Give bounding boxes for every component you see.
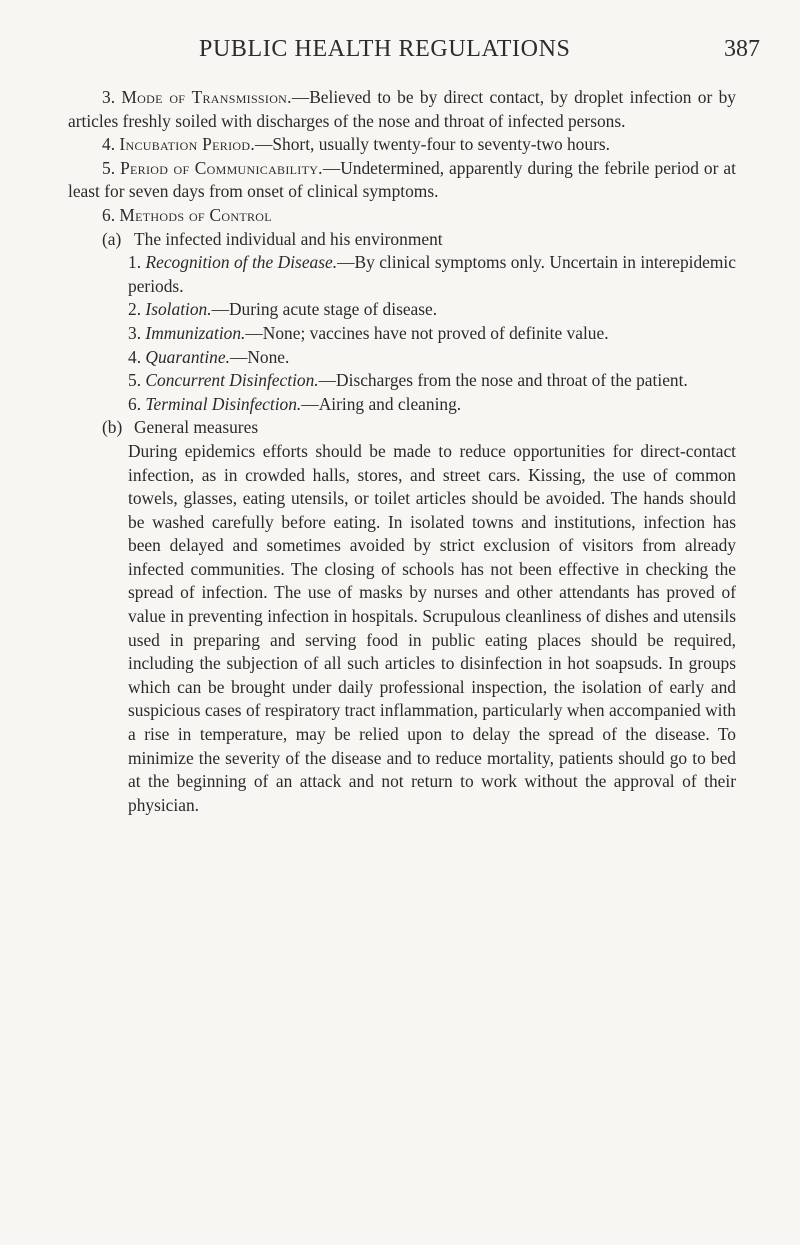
page-body — [68, 86, 736, 817]
page-header — [66, 36, 760, 76]
section-mode-of-transmission — [68, 86, 736, 133]
subsection-label: (a) — [102, 228, 122, 249]
item-title: Concurrent Disinfection. — [145, 370, 319, 391]
page-number: 387 — [724, 36, 760, 62]
item-title: Immunization. — [145, 322, 246, 343]
section-text: —Believed to be by direct contact, by droplet infection or by articles freshly soiled with discharges of the nose and throat of infected persons. — [68, 87, 736, 131]
item-number: 5. — [128, 370, 142, 391]
item-text: —None. — [229, 346, 290, 367]
item-text: —None; vaccines have not proved of definite value. — [245, 322, 609, 343]
list-item — [128, 298, 736, 322]
list-item — [128, 369, 736, 393]
subsection-title: General measures — [134, 417, 259, 438]
general-measures-paragraph: During epidemics efforts should be made to reduce opportunities for direct-contact infection, as in crowded halls, stores, and street cars. Kissing, the use of common towels, glasses, eating utensils, or toilet articles should be avoided. The hands should be washed carefully before eating. In isolated towns and institutions, infection has been delayed and sometimes avoided by strict exclusion of visitors from already infected communities. The closing of schools has not been effective in checking the spread of infection. The use of masks by nurses and other attendants has proved of value in preventing infection in hospitals. Scrupulous cleanliness of dishes and utensils used in preparing and serving food in public eating places should be required, including the subjection of all such articles to disinfection in hot soapsuds. In groups which can be brought under daily professional inspection, the isolation of early and suspicious cases of respiratory tract inflammation, particularly when accompanied with a rise in temperature, may be relied upon to delay the spread of the disease. To minimize the severity of the disease and to reduce mortality, patients should go to bed at the beginning of an attack and not return to work without the approval of their physician. — [128, 440, 736, 815]
subsection-title: The infected individual and his environment — [134, 228, 443, 249]
item-number: 6. — [128, 393, 142, 414]
section-period-of-communicability — [68, 157, 736, 204]
section-number: 3. — [102, 87, 116, 107]
item-number: 1. — [128, 252, 142, 273]
section-methods-of-control — [68, 204, 736, 228]
item-title: Quarantine. — [145, 346, 230, 367]
section-heading: Incubation Period. — [119, 134, 255, 155]
section-text: —Undetermined, apparently during the febrile period or at least for seven days from onset of clinical symptoms. — [68, 157, 736, 202]
item-title: Recognition of the Disease. — [145, 252, 338, 273]
section-heading: Methods of Control — [119, 204, 272, 225]
section-heading: Period of Communicability. — [120, 157, 323, 178]
item-number: 3. — [128, 322, 142, 343]
item-title: Terminal Disinfection. — [145, 393, 302, 414]
section-number: 5. — [102, 157, 116, 178]
list-item — [128, 393, 736, 417]
item-number: 2. — [128, 299, 142, 320]
running-head: PUBLIC HEALTH REGULATIONS — [199, 36, 571, 62]
item-text: —Discharges from the nose and throat of the patient. — [318, 370, 688, 391]
section-text: —Short, usually twenty-four to seventy-two hours. — [254, 134, 610, 155]
section-heading: Mode of Transmission. — [121, 87, 292, 107]
subsection-label: (b) — [102, 417, 123, 438]
item-text: —By clinical symptoms only. Uncertain in interepidemic periods. — [128, 252, 736, 296]
list-item — [128, 322, 736, 346]
section-incubation-period — [68, 133, 736, 157]
list-item — [128, 251, 736, 298]
section-number: 4. — [102, 134, 116, 155]
item-number: 4. — [128, 346, 142, 367]
subsection-a-heading — [102, 228, 736, 252]
item-title: Isolation. — [145, 299, 212, 320]
section-number: 6. — [102, 204, 116, 225]
item-text: —During acute stage of disease. — [211, 299, 438, 320]
subsection-b-heading — [102, 416, 736, 440]
list-item — [128, 346, 736, 370]
item-text: —Airing and cleaning. — [301, 393, 462, 414]
subsection-a-items — [68, 251, 736, 416]
